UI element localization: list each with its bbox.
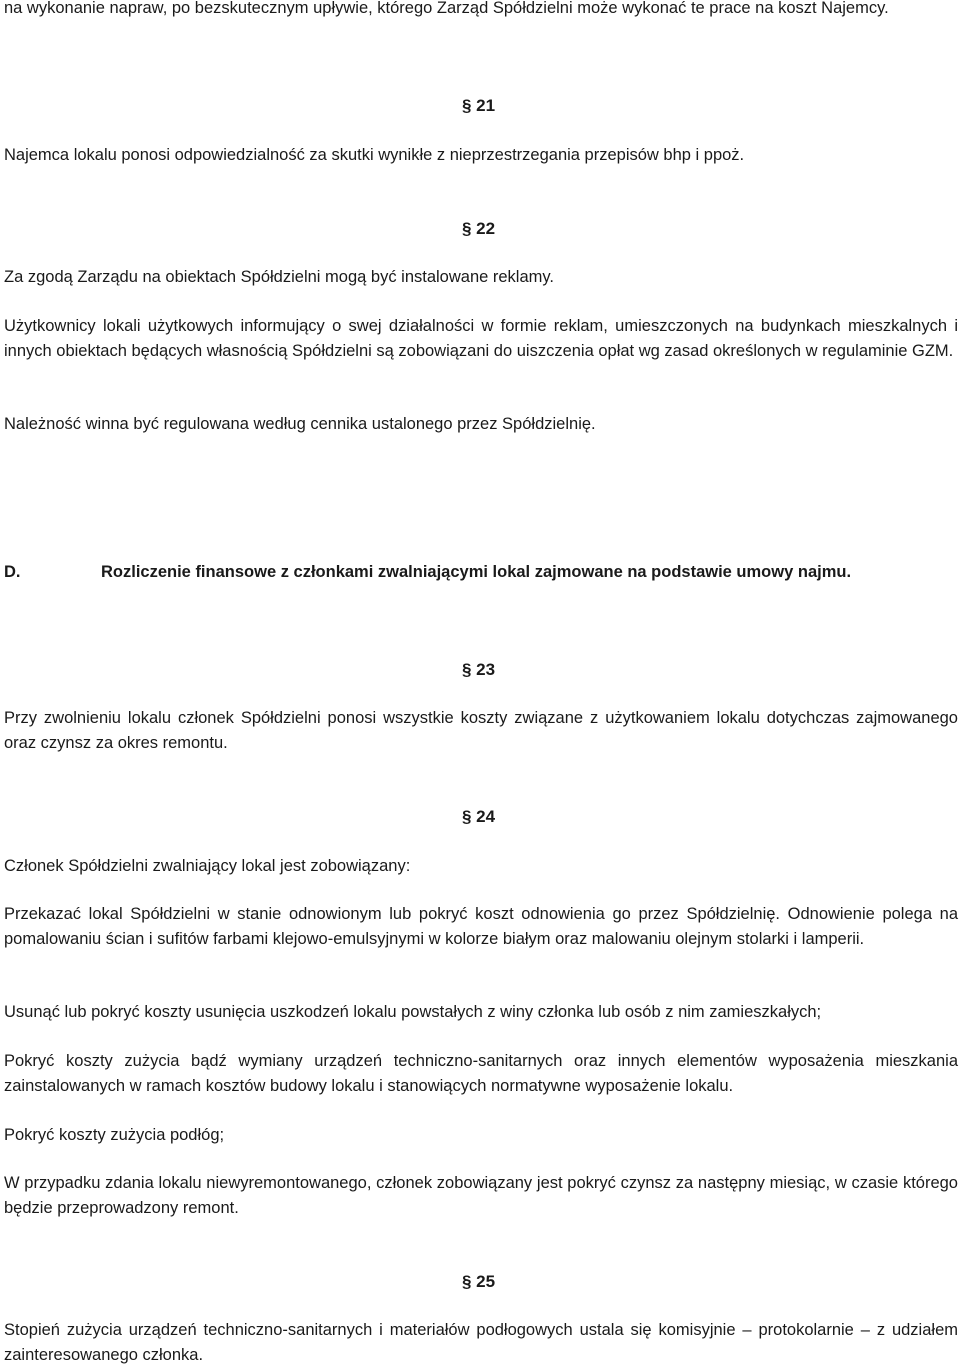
paragraph-24-item-2: Usunąć lub pokryć koszty usunięcia uszkodzeń lokalu powstałych z winy członka lub osób z nim zamieszkałych; xyxy=(4,1003,822,1021)
paragraph-23: Przy zwolnieniu lokalu członek Spółdzielni ponosi wszystkie koszty związane z użytkowaniem lokalu dotychczas zajmowanego oraz czynsz za okres remontu. xyxy=(4,709,958,752)
paragraph-25: Stopień zużycia urządzeń techniczno-sanitarnych i materiałów podłogowych ustala się komisyjnie – protokolarnie – z udziałem zainteresowanego członka. xyxy=(4,1321,958,1364)
paragraph-24-item-4: Pokryć koszty zużycia podłóg; xyxy=(4,1126,225,1144)
paragraph-24-item-5: W przypadku zdania lokalu niewyremontowanego, członek zobowiązany jest pokryć czynsz za następny miesiąc, w czasie którego będzie przeprowadzony remont. xyxy=(4,1174,958,1217)
paragraph-24-item-3: Pokryć koszty zużycia bądź wymiany urządzeń techniczno-sanitarnych oraz innych elementów wyposażenia mieszkania zainstalowanych w ramach kosztów budowy lokalu i stanowiących normatywne wyposażenie lokalu. xyxy=(4,1052,958,1095)
paragraph-22-b: Użytkownicy lokali użytkowych informujący o swej działalności w formie reklam, umieszczonych na budynkach mieszkalnych i innych obiektach będących własnością Spółdzielni są zobowiązani do uiszczenia opłat wg zasad określonych w regulaminie GZM. xyxy=(4,317,958,360)
paragraph-24-intro: Członek Spółdzielni zwalniający lokal jest zobowiązany: xyxy=(4,857,411,875)
chapter-d-letter: D. xyxy=(4,563,21,581)
paragraph-continuation: na wykonanie napraw, po bezskutecznym upływie, którego Zarząd Spółdzielni może wykonać te prace na koszt Najemcy. xyxy=(4,0,889,17)
section-23-heading: § 23 xyxy=(462,660,496,679)
chapter-d-title: Rozliczenie finansowe z członkami zwalniającymi lokal zajmowane na podstawie umowy najmu. xyxy=(101,563,852,581)
section-21-heading: § 21 xyxy=(462,96,496,115)
section-22-heading: § 22 xyxy=(462,219,496,238)
chapter-d-heading xyxy=(4,560,851,584)
paragraph-22-a: Za zgodą Zarządu na obiektach Spółdzielni mogą być instalowane reklamy. xyxy=(4,268,554,286)
paragraph-21: Najemca lokalu ponosi odpowiedzialność za skutki wynikłe z nieprzestrzegania przepisów bhp i ppoż. xyxy=(4,146,745,164)
section-25-heading: § 25 xyxy=(462,1272,496,1291)
paragraph-22-c: Należność winna być regulowana według cennika ustalonego przez Spółdzielnię. xyxy=(4,415,596,433)
section-24-heading: § 24 xyxy=(462,807,496,826)
paragraph-24-item-1: Przekazać lokal Spółdzielni w stanie odnowionym lub pokryć koszt odnowienia go przez Spółdzielnię. Odnowienie polega na pomalowaniu ścian i sufitów farbami klejowo-emulsyjnymi w kolorze białym oraz malowaniu olejnym stolarki i lamperii. xyxy=(4,905,958,948)
